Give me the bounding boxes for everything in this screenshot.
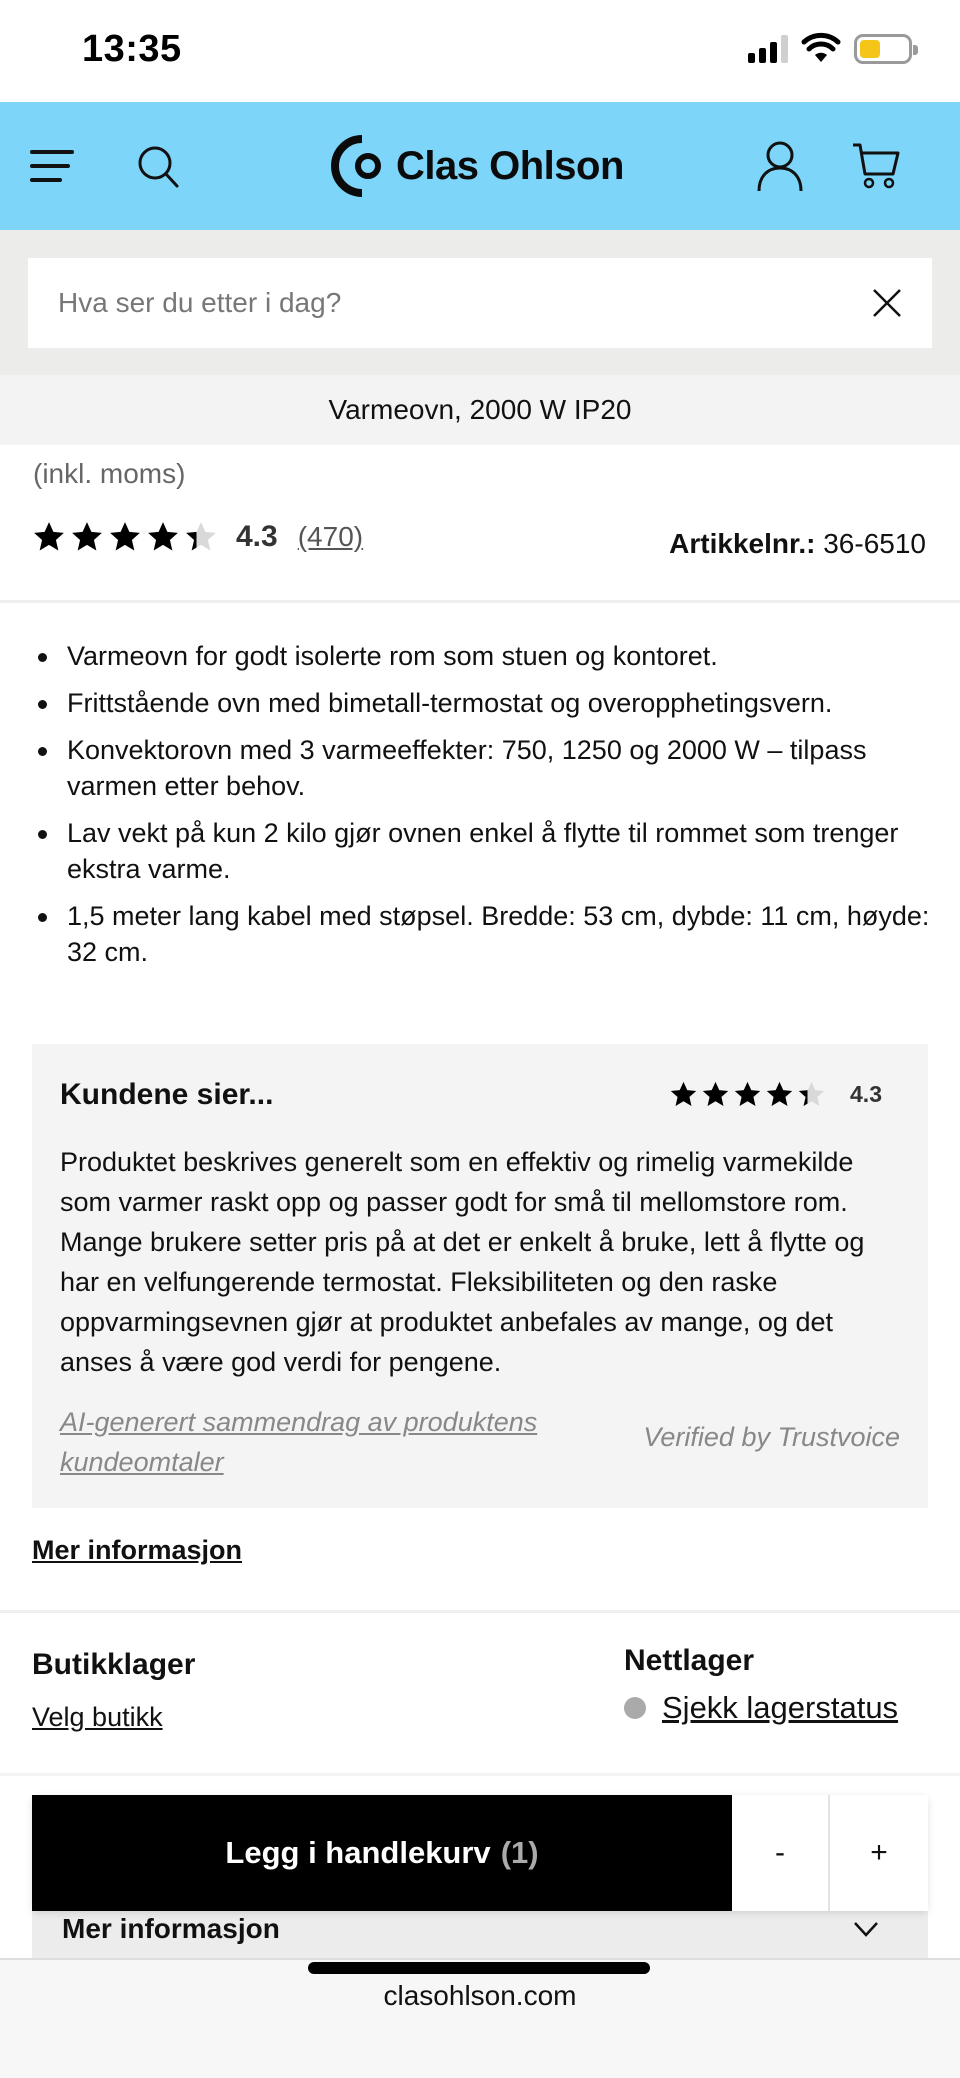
search-box — [28, 258, 932, 348]
check-stock-link[interactable]: Sjekk lagerstatus — [662, 1690, 899, 1725]
add-to-cart-button[interactable] — [32, 1795, 732, 1911]
star-full-icon — [765, 1080, 794, 1109]
chevron-down-icon — [852, 1919, 880, 1939]
store-stock-title: Butikklager — [32, 1648, 196, 1681]
add-to-cart-label: Legg i handlekurv — [225, 1835, 491, 1870]
cart-quantity: (1) — [500, 1835, 539, 1870]
status-time: 13:35 — [82, 28, 182, 70]
wifi-icon — [802, 34, 840, 64]
battery-icon — [854, 34, 912, 64]
status-bar — [0, 0, 960, 102]
product-features-list — [32, 638, 932, 981]
clear-search-button[interactable] — [842, 258, 932, 348]
menu-icon — [28, 146, 76, 186]
search-area — [0, 230, 960, 375]
star-full-icon — [669, 1080, 698, 1109]
menu-button[interactable] — [24, 138, 80, 194]
more-info-link[interactable]: Mer informasjon — [32, 1535, 243, 1565]
online-stock-status — [624, 1690, 898, 1726]
rating-stars — [669, 1080, 826, 1109]
stock-status-dot-icon — [624, 1697, 646, 1719]
vat-note: (inkl. moms) — [33, 458, 186, 489]
brand-name: Clas Ohlson — [396, 143, 624, 188]
decrease-quantity-button[interactable]: - — [732, 1795, 830, 1911]
article-label: Artikkelnr.: — [669, 528, 816, 559]
cart-icon — [851, 142, 901, 190]
sticky-product-title: Varmeovn, 2000 W IP20 — [0, 375, 960, 445]
star-full-icon — [108, 520, 142, 554]
review-summary-title: Kundene sier... — [60, 1078, 274, 1111]
search-button[interactable] — [130, 138, 186, 194]
cellular-signal-icon — [748, 35, 788, 63]
status-icons — [748, 34, 912, 64]
cart-button[interactable] — [848, 138, 904, 194]
review-count-link[interactable]: (470) — [297, 521, 364, 552]
star-partial-icon — [797, 1080, 826, 1109]
star-full-icon — [701, 1080, 730, 1109]
divider — [0, 1773, 960, 1776]
article-number — [669, 528, 926, 560]
divider — [0, 1610, 960, 1613]
review-summary-rating-value: 4.3 — [850, 1081, 882, 1107]
rating-stars — [32, 520, 218, 554]
star-full-icon — [70, 520, 104, 554]
feature-item: Frittstående ovn med bimetall-termostat og overopphetingsvern. — [32, 685, 932, 721]
star-full-icon — [733, 1080, 762, 1109]
rating-value: 4.3 — [236, 520, 278, 553]
accordion-label: Mer informasjon — [62, 1913, 280, 1944]
home-indicator[interactable] — [308, 1962, 650, 1974]
user-icon — [756, 140, 804, 192]
close-icon — [871, 287, 903, 319]
site-header — [0, 102, 960, 230]
star-partial-icon — [184, 520, 218, 554]
star-full-icon — [146, 520, 180, 554]
feature-item: Lav vekt på kun 2 kilo gjør ovnen enkel å flytte til rommet som trenger ekstra varme. — [32, 815, 932, 887]
increase-quantity-button[interactable]: + — [830, 1795, 928, 1911]
select-store-link[interactable]: Velg butikk — [32, 1702, 163, 1732]
product-rating — [32, 520, 363, 554]
browser-address-bar — [0, 1958, 960, 2078]
feature-item: 1,5 meter lang kabel med støpsel. Bredde: 53 cm, dybde: 11 cm, høyde: 32 cm. — [32, 898, 932, 970]
online-stock-title: Nettlager — [624, 1644, 755, 1677]
article-value: 36-6510 — [823, 528, 926, 559]
account-button[interactable] — [752, 138, 808, 194]
divider — [0, 600, 960, 603]
review-summary-text: Produktet beskrives generelt som en effektiv og rimelig varmekilde som varmer raskt opp og passer godt for små til mellomstore rom. Mange brukere setter pris på at det er enkelt å bruke, lett å flytte og har en velfungerende termostat. Fleksibiliteten og den raske oppvarmingsevnen gjør at produktet anbefales av mange, og det anses å være god verdi for pengene. — [60, 1147, 865, 1377]
customer-review-summary — [32, 1044, 928, 1508]
clas-ohlson-logo-icon — [340, 135, 386, 197]
search-icon — [135, 143, 181, 189]
brand-logo[interactable] — [340, 135, 624, 197]
ai-summary-link[interactable]: AI-generert sammendrag av produktens kundeomtaler — [60, 1407, 538, 1477]
add-to-cart-bar — [32, 1795, 928, 1911]
review-summary-rating — [669, 1080, 882, 1109]
feature-item: Konvektorovn med 3 varmeeffekter: 750, 1250 og 2000 W – tilpass varmen etter behov. — [32, 732, 932, 804]
url-label[interactable]: clasohlson.com — [383, 1980, 577, 2011]
star-full-icon — [32, 520, 66, 554]
search-input[interactable] — [28, 287, 842, 319]
verified-by-label: Verified by Trustvoice — [643, 1422, 900, 1452]
feature-item: Varmeovn for godt isolerte rom som stuen og kontoret. — [32, 638, 932, 674]
